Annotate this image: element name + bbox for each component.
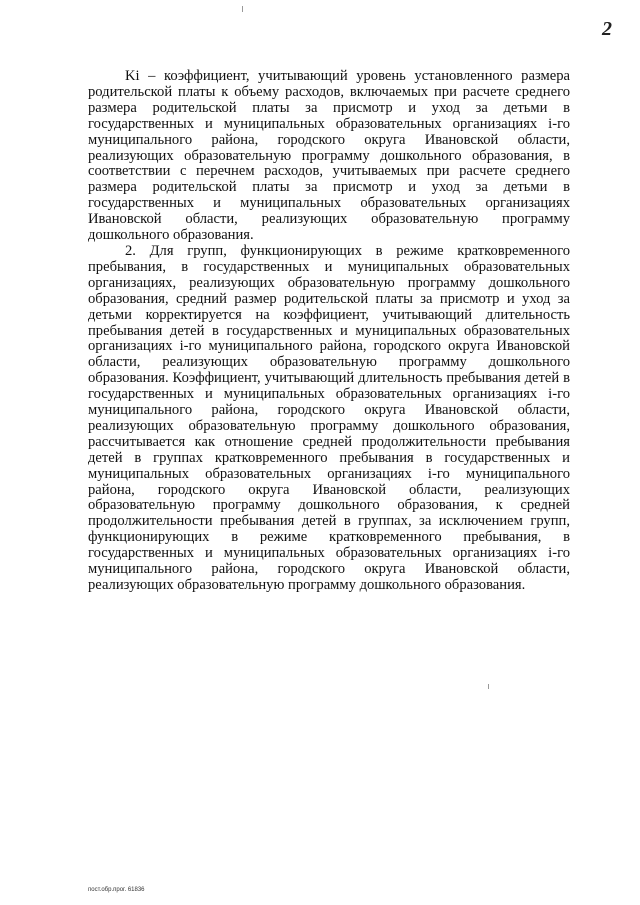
scan-speck — [488, 684, 489, 689]
paragraph-coefficient-definition: Ki – коэффициент, учитывающий уровень установленного размера родительской платы к объему расходов, включаемых при расчете среднего размера родительской платы за присмотр и уход за детьми в государственных и муниципальных образовательных организациях i-го муниципального района, городского округа Ивановской области, реализующих образовательную программу дошкольного образования, в соответствии с перечнем расходов, учитываемых при расчете среднего размера родительской платы за присмотр и уход за детьми в государственных и муниципальных образовательных организациях Ивановской области, реализующих образовательную программу дошкольного образования. — [88, 68, 570, 244]
scan-speck — [242, 6, 243, 12]
paragraph-short-stay-groups: 2. Для групп, функционирующих в режиме кратковременного пребывания, в государственных и муниципальных образовательных организациях, реализующих образовательную программу дошкольного образования, средний размер родительской платы за присмотр и уход за детьми корректируется на коэффициент, учитывающий длительность пребывания детей в государственных и муниципальных образовательных организациях i-го муниципального района, городского округа Ивановской области, реализующих образовательную программу дошкольного образования. Коэффициент, учитывающий длительность пребывания детей в государственных и муниципальных образовательных организациях i-го муниципального района, городского округа Ивановской области, реализующих образовательную программу дошкольного образования, рассчитывается как отношение средней продолжительности пребывания детей в группах кратковременного пребывания в государственных и муниципальных образовательных организациях i-го муниципального района, городского округа Ивановской области, реализующих образовательную программу дошкольного образования, к средней продолжительности пребывания детей в группах, за исключением групп, функционирующих в режиме кратковременного пребывания, в государственных и муниципальных образовательных организациях i-го муниципального района, городского округа Ивановской области, реализующих образовательную программу дошкольного образования. — [88, 242, 570, 593]
page-number: 2 — [602, 18, 612, 40]
document-body — [88, 69, 570, 594]
footer-document-code: пост.обр.прог. 61836 — [88, 887, 145, 893]
